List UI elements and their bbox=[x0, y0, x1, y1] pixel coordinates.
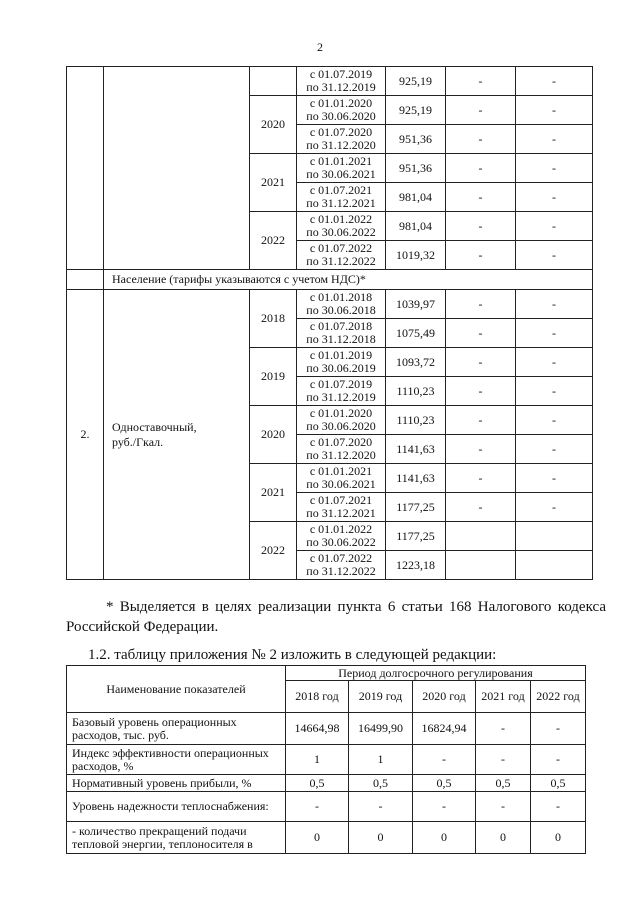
indicator-value: 1 bbox=[349, 745, 413, 775]
value-cell bbox=[446, 522, 516, 551]
value-cell: - bbox=[516, 183, 593, 212]
year-header: 2018 год bbox=[286, 681, 349, 713]
header-period: Период долгосрочного регулирования bbox=[286, 666, 586, 681]
period-cell bbox=[297, 435, 386, 464]
indicator-value: 16824,94 bbox=[413, 713, 476, 745]
year-header: 2020 год bbox=[413, 681, 476, 713]
section-row bbox=[67, 270, 593, 290]
tariff-name-line: руб./Гкал. bbox=[112, 434, 164, 449]
value-cell: - bbox=[446, 154, 516, 183]
value-cell: - bbox=[516, 125, 593, 154]
tariff-value: 1019,32 bbox=[386, 241, 446, 270]
table-row bbox=[67, 290, 593, 319]
value-cell: - bbox=[446, 319, 516, 348]
period-to: по 31.12.2019 bbox=[306, 80, 376, 94]
table-row bbox=[67, 822, 586, 854]
value-cell: - bbox=[516, 319, 593, 348]
year-header: 2019 год bbox=[349, 681, 413, 713]
period-to: по 31.12.2020 bbox=[306, 448, 376, 462]
value-cell: - bbox=[516, 493, 593, 522]
value-cell: - bbox=[516, 290, 593, 319]
tariff-name-cell bbox=[104, 67, 250, 270]
tariff-name-cell bbox=[104, 290, 250, 580]
tariff-table bbox=[66, 66, 593, 580]
value-cell: - bbox=[516, 464, 593, 493]
tariff-value: 1223,18 bbox=[386, 551, 446, 580]
period-from: с 01.07.2019 bbox=[309, 67, 373, 81]
value-cell: - bbox=[516, 377, 593, 406]
value-cell: - bbox=[446, 435, 516, 464]
section-title: Население (тарифы указываются с учетом НДС)* bbox=[104, 270, 593, 290]
value-cell: - bbox=[516, 241, 593, 270]
value-cell: - bbox=[516, 212, 593, 241]
period-from: с 01.07.2018 bbox=[309, 319, 373, 333]
indicator-value: 14664,98 bbox=[286, 713, 349, 745]
value-cell: - bbox=[516, 406, 593, 435]
indicator-value: 0,5 bbox=[476, 775, 531, 792]
instruction-paragraph: 1.2. таблицу приложения № 2 изложить в следующей редакции: bbox=[88, 647, 497, 663]
value-cell: - bbox=[446, 464, 516, 493]
value-cell: - bbox=[516, 154, 593, 183]
indicator-value: 0 bbox=[286, 822, 349, 854]
period-to: по 30.06.2020 bbox=[306, 109, 376, 123]
period-cell bbox=[297, 67, 386, 96]
tariff-value: 1110,23 bbox=[386, 377, 446, 406]
value-cell bbox=[446, 551, 516, 580]
value-cell: - bbox=[446, 348, 516, 377]
period-from: с 01.01.2019 bbox=[309, 348, 373, 362]
header-name: Наименование показателей bbox=[67, 666, 286, 713]
indicator-label: Уровень надежности теплоснабжения: bbox=[67, 792, 286, 822]
indicator-value: 1 bbox=[286, 745, 349, 775]
value-cell: - bbox=[446, 96, 516, 125]
value-cell: - bbox=[446, 67, 516, 96]
table-row bbox=[67, 745, 586, 775]
indicator-value: - bbox=[531, 792, 586, 822]
indicator-value: - bbox=[413, 792, 476, 822]
tariff-value: 1093,72 bbox=[386, 348, 446, 377]
tariff-value: 981,04 bbox=[386, 212, 446, 241]
period-cell bbox=[297, 464, 386, 493]
value-cell: - bbox=[516, 348, 593, 377]
period-cell bbox=[297, 551, 386, 580]
value-cell: - bbox=[446, 241, 516, 270]
tariff-value: 1075,49 bbox=[386, 319, 446, 348]
indicator-value: - bbox=[286, 792, 349, 822]
period-cell bbox=[297, 377, 386, 406]
tariff-value: 1141,63 bbox=[386, 435, 446, 464]
period-to: по 30.06.2022 bbox=[306, 225, 376, 239]
year-header: 2021 год bbox=[476, 681, 531, 713]
page-number: 2 bbox=[317, 40, 323, 54]
row-number-cell: 2. bbox=[67, 290, 104, 580]
indicator-label: Нормативный уровень прибыли, % bbox=[67, 775, 286, 792]
year-cell: 2021 bbox=[250, 154, 297, 212]
indicator-label: Базовый уровень операционных расходов, тыс. руб. bbox=[67, 713, 286, 745]
tariff-value: 1039,97 bbox=[386, 290, 446, 319]
period-from: с 01.01.2021 bbox=[309, 154, 373, 168]
period-from: с 01.07.2019 bbox=[309, 377, 373, 391]
value-cell: - bbox=[446, 493, 516, 522]
tariff-value: 981,04 bbox=[386, 183, 446, 212]
value-cell: - bbox=[516, 67, 593, 96]
period-cell bbox=[297, 290, 386, 319]
indicator-value: 0,5 bbox=[531, 775, 586, 792]
year-cell: 2020 bbox=[250, 96, 297, 154]
value-cell: - bbox=[446, 290, 516, 319]
row-number-cell bbox=[67, 270, 104, 290]
period-cell bbox=[297, 522, 386, 551]
indicator-value: 0,5 bbox=[413, 775, 476, 792]
indicator-value: - bbox=[413, 745, 476, 775]
indicator-value: 0,5 bbox=[349, 775, 413, 792]
year-cell: 2018 bbox=[250, 290, 297, 348]
period-to: по 31.12.2022 bbox=[306, 564, 376, 578]
value-cell: - bbox=[446, 406, 516, 435]
period-to: по 31.12.2020 bbox=[306, 138, 376, 152]
period-cell bbox=[297, 348, 386, 377]
period-from: с 01.07.2022 bbox=[309, 551, 373, 565]
indicator-value: - bbox=[531, 745, 586, 775]
indicator-value: - bbox=[531, 713, 586, 745]
tariff-value: 925,19 bbox=[386, 67, 446, 96]
period-cell bbox=[297, 96, 386, 125]
year-cell bbox=[250, 67, 297, 96]
period-to: по 30.06.2019 bbox=[306, 361, 376, 375]
period-to: по 31.12.2019 bbox=[306, 390, 376, 404]
period-to: по 31.12.2022 bbox=[306, 254, 376, 268]
tariff-value: 951,36 bbox=[386, 125, 446, 154]
value-cell: - bbox=[516, 435, 593, 464]
value-cell bbox=[516, 551, 593, 580]
value-cell: - bbox=[446, 125, 516, 154]
period-cell bbox=[297, 183, 386, 212]
tariff-value: 925,19 bbox=[386, 96, 446, 125]
period-from: с 01.07.2021 bbox=[309, 493, 373, 507]
period-cell bbox=[297, 406, 386, 435]
period-from: с 01.07.2020 bbox=[309, 125, 373, 139]
table-row bbox=[67, 792, 586, 822]
indicator-label: - количество прекращений подачи тепловой энергии, теплоносителя в bbox=[67, 822, 286, 854]
tariff-value: 951,36 bbox=[386, 154, 446, 183]
year-cell: 2022 bbox=[250, 212, 297, 270]
indicator-value: 0 bbox=[413, 822, 476, 854]
period-cell bbox=[297, 493, 386, 522]
indicator-value: - bbox=[476, 792, 531, 822]
period-to: по 30.06.2021 bbox=[306, 477, 376, 491]
period-to: по 30.06.2021 bbox=[306, 167, 376, 181]
value-cell: - bbox=[446, 183, 516, 212]
indicator-value: 16499,90 bbox=[349, 713, 413, 745]
tariff-value: 1110,23 bbox=[386, 406, 446, 435]
period-from: с 01.01.2022 bbox=[309, 212, 373, 226]
period-to: по 30.06.2022 bbox=[306, 535, 376, 549]
year-header: 2022 год bbox=[531, 681, 586, 713]
indicator-value: - bbox=[476, 713, 531, 745]
value-cell: - bbox=[446, 377, 516, 406]
period-cell bbox=[297, 154, 386, 183]
period-to: по 30.06.2018 bbox=[306, 303, 376, 317]
year-cell: 2021 bbox=[250, 464, 297, 522]
table-row bbox=[67, 67, 593, 96]
period-cell bbox=[297, 125, 386, 154]
period-cell bbox=[297, 241, 386, 270]
period-from: с 01.01.2021 bbox=[309, 464, 373, 478]
indicator-value: 0,5 bbox=[286, 775, 349, 792]
table-row bbox=[67, 775, 586, 792]
header-row bbox=[67, 666, 586, 681]
period-from: с 01.07.2021 bbox=[309, 183, 373, 197]
period-from: с 01.01.2018 bbox=[309, 290, 373, 304]
period-to: по 31.12.2021 bbox=[306, 506, 376, 520]
footnote: * Выделяется в целях реализации пункта 6 статьи 168 Налогового кодекса Российской Федерации. bbox=[66, 599, 606, 635]
period-from: с 01.07.2020 bbox=[309, 435, 373, 449]
indicator-value: - bbox=[349, 792, 413, 822]
period-cell bbox=[297, 319, 386, 348]
indicator-value: 0 bbox=[531, 822, 586, 854]
period-to: по 31.12.2018 bbox=[306, 332, 376, 346]
year-cell: 2022 bbox=[250, 522, 297, 580]
indicator-value: - bbox=[476, 745, 531, 775]
tariff-value: 1177,25 bbox=[386, 522, 446, 551]
row-number-cell bbox=[67, 67, 104, 270]
period-from: с 01.01.2020 bbox=[309, 406, 373, 420]
period-from: с 01.01.2022 bbox=[309, 522, 373, 536]
indicator-value: 0 bbox=[476, 822, 531, 854]
period-to: по 31.12.2021 bbox=[306, 196, 376, 210]
indicator-label: Индекс эффективности операционных расходов, % bbox=[67, 745, 286, 775]
regulation-table bbox=[66, 665, 586, 854]
period-from: с 01.01.2020 bbox=[309, 96, 373, 110]
period-from: с 01.07.2022 bbox=[309, 241, 373, 255]
year-cell: 2019 bbox=[250, 348, 297, 406]
year-cell: 2020 bbox=[250, 406, 297, 464]
indicator-value: 0 bbox=[349, 822, 413, 854]
tariff-name-line: Одноставочный, bbox=[112, 419, 197, 434]
table-row bbox=[67, 713, 586, 745]
tariff-value: 1141,63 bbox=[386, 464, 446, 493]
value-cell bbox=[516, 522, 593, 551]
period-cell bbox=[297, 212, 386, 241]
period-to: по 30.06.2020 bbox=[306, 419, 376, 433]
value-cell: - bbox=[516, 96, 593, 125]
tariff-value: 1177,25 bbox=[386, 493, 446, 522]
value-cell: - bbox=[446, 212, 516, 241]
